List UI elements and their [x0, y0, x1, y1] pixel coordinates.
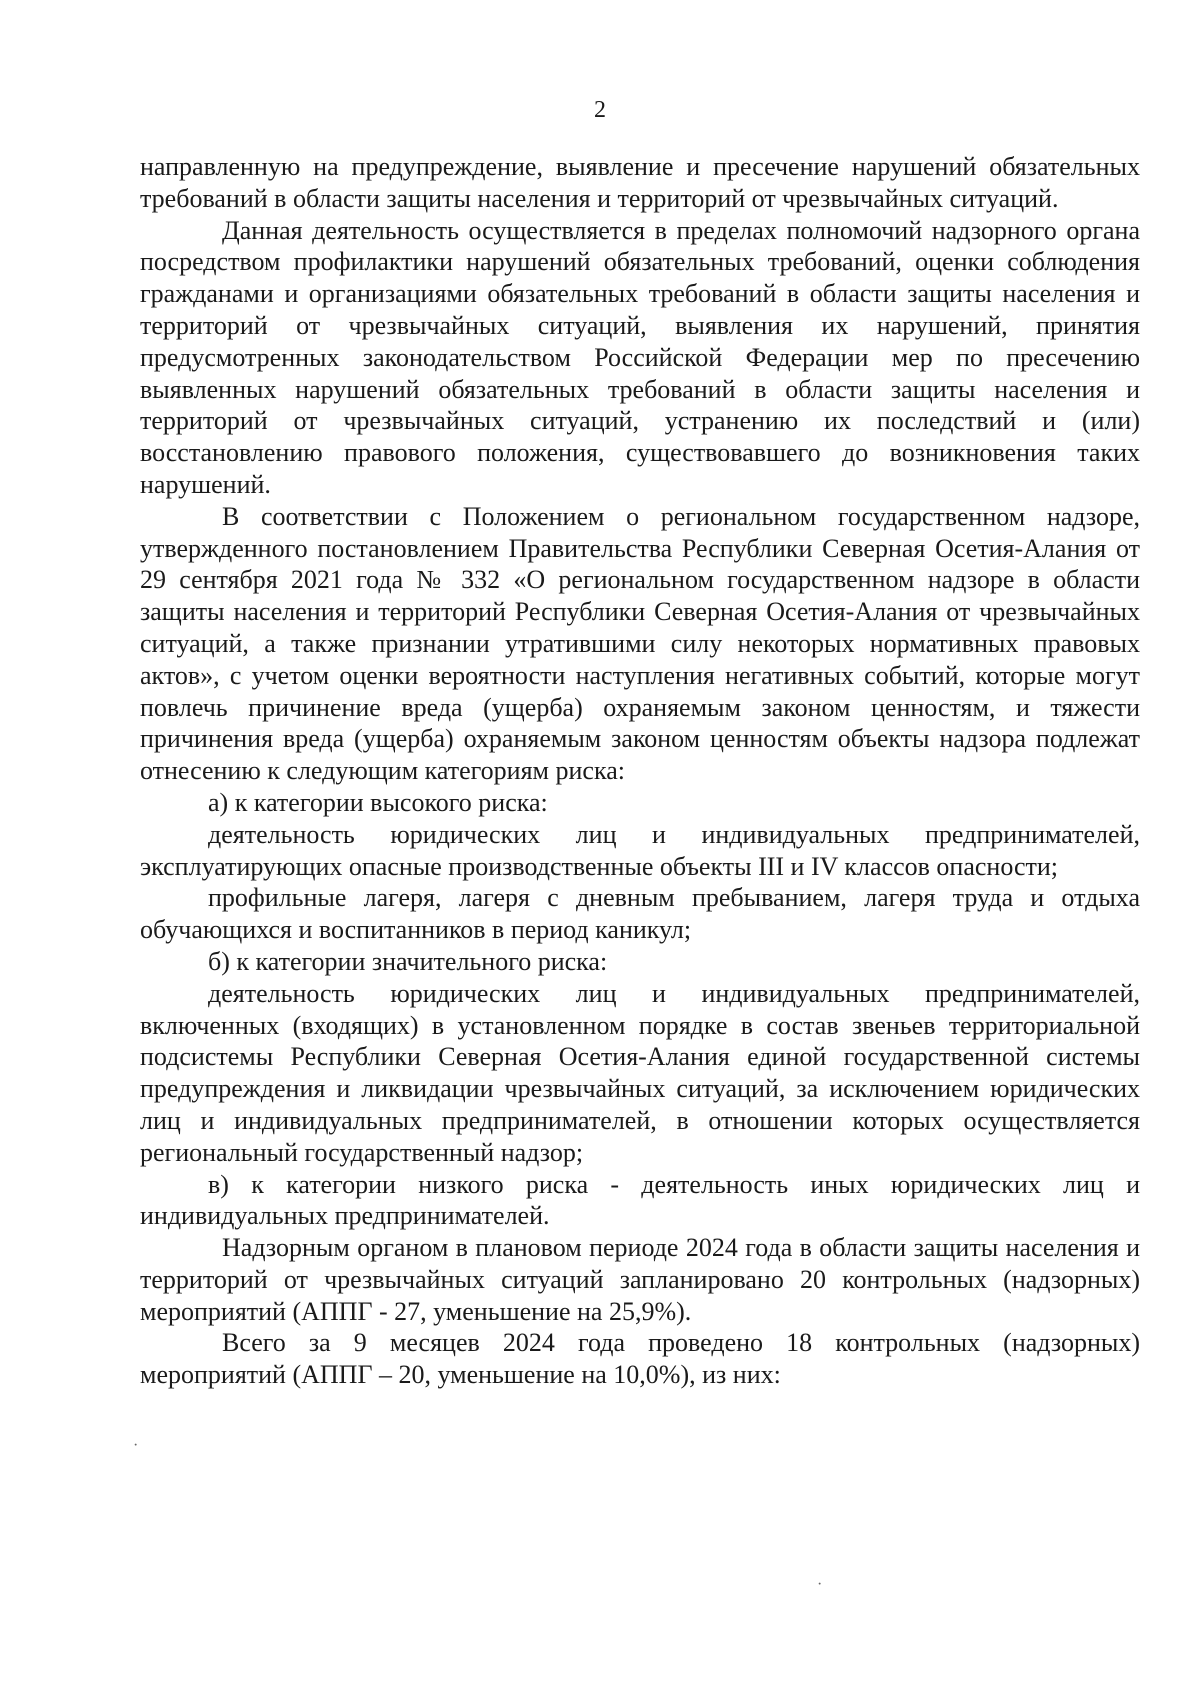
page-number: 2: [594, 97, 606, 123]
paragraph-conducted-inspections: Всего за 9 месяцев 2024 года проведено 18 контрольных (надзорных) мероприятий (АППГ – 20, уменьшение на 10,0%), из них:: [140, 1328, 1140, 1390]
paragraph-regulation-reference: В соответствии с Положением о региональном государственном надзоре, утвержденного постановлением Правительства Республики Северная Осетия-Алания от 29 сентября 2021 года № 332 «О региональном государственном надзоре в области защиты населения и территорий Республики Северная Осетия-Алания от чрезвычайных ситуаций, а также признании утратившими силу некоторых нормативных правовых актов», с учетом оценки вероятности наступления негативных событий, которые могут повлечь причинение вреда (ущерба) охраняемым законом ценностям, и тяжести причинения вреда (ущерба) охраняемым законом ценностям объекты надзора подлежат отнесению к следующим категориям риска:: [140, 501, 1140, 786]
document-body: [140, 151, 1140, 1391]
paragraph-continuation: направленную на предупреждение, выявление и пресечение нарушений обязательных требований в области защиты населения и территорий от чрезвычайных ситуаций.: [140, 152, 1140, 213]
scan-speck: ·: [817, 1576, 823, 1593]
paragraph-planned-inspections: Надзорным органом в плановом периоде 2024 года в области защиты населения и территорий от чрезвычайных ситуаций запланировано 20 контрольных (надзорных) мероприятий (АППГ - 27, уменьшение на 25,9%).: [140, 1233, 1140, 1326]
paragraph-activity-description: Данная деятельность осуществляется в пределах полномочий надзорного органа посредством профилактики нарушений обязательных требований, оценки соблюдения гражданами и организациями обязательных требований в области защиты населения и территорий от чрезвычайных ситуаций, выявления их нарушений, принятия предусмотренных законодательством Российской Федерации мер по пресечению выявленных нарушений обязательных требований в области защиты населения и территорий от чрезвычайных ситуаций, устранению их последствий и (или) восстановлению правового положения, существовавшего до возникновения таких нарушений.: [140, 215, 1140, 499]
list-item-high-risk-heading: а) к категории высокого риска:: [208, 787, 548, 817]
list-item-high-risk-entities: деятельность юридических лиц и индивидуальных предпринимателей, эксплуатирующих опасные производственные объекты III и IV классов опасности;: [140, 819, 1140, 881]
scan-speck: ·: [133, 1437, 139, 1454]
list-item-low-risk: в) к категории низкого риска - деятельность иных юридических лиц и индивидуальных предпринимателей.: [140, 1169, 1140, 1231]
list-item-significant-risk-heading: б) к категории значительного риска:: [208, 946, 608, 976]
list-item-high-risk-camps: профильные лагеря, лагеря с дневным пребыванием, лагеря труда и отдыха обучающихся и воспитанников в период каникул;: [140, 883, 1140, 945]
list-item-significant-risk-entities: деятельность юридических лиц и индивидуальных предпринимателей, включенных (входящих) в установленном порядке в состав звеньев территориальной подсистемы Республики Северная Осетия-Алания единой государственной системы предупреждения и ликвидации чрезвычайных ситуаций, за исключением юридических лиц и индивидуальных предпринимателей, в отношении которых осуществляется региональный государственный надзор;: [140, 978, 1140, 1167]
